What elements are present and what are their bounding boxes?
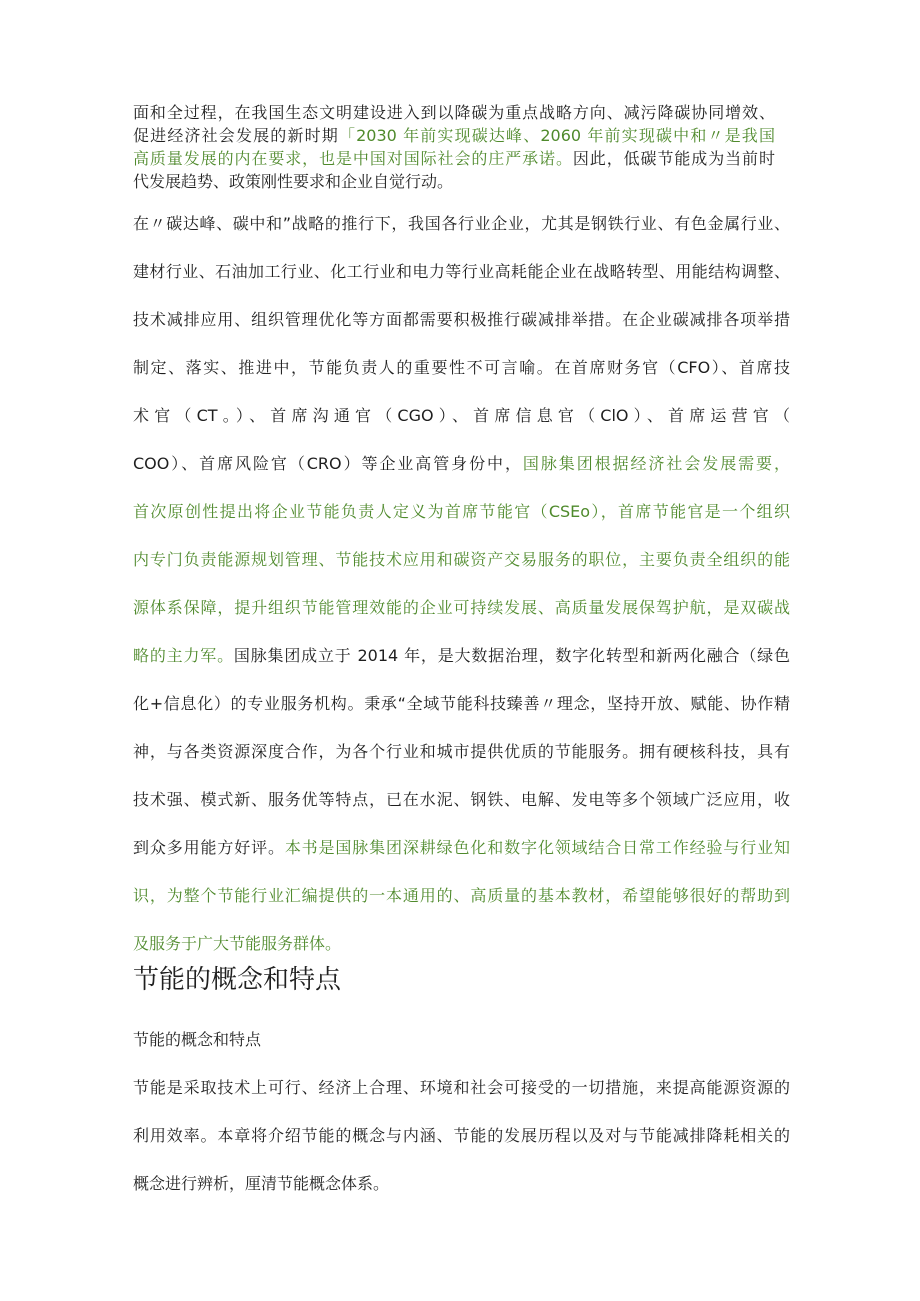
text-line <box>133 1160 790 1208</box>
body-paragraph <box>133 200 790 968</box>
text-line <box>133 1064 790 1112</box>
highlighted-text-segment: 「2030 年前实现碳达峰、2060 年前实现碳中和〃是我国 <box>338 126 775 145</box>
text-segment: 技术强、模式新、服务优等特点，已在水泥、钢铁、电解、发电等多个领域广泛应用，收 <box>133 790 790 809</box>
highlighted-text-segment: 源体系保障，提升组织节能管理效能的企业可持续发展、高质量发展保驾护航，是双碳战 <box>133 598 790 617</box>
text-segment: COO）、首席风险官（CRO）等企业高管身份中， <box>133 454 523 473</box>
text-line <box>133 680 790 728</box>
text-line <box>133 776 790 824</box>
text-line <box>133 170 775 193</box>
highlighted-text-segment: 高质量发展的内在要求，也是中国对国际社会的庄严承诺。 <box>133 149 573 168</box>
text-segment: 概念进行辨析，厘清节能概念体系。 <box>133 1174 390 1193</box>
highlighted-text-segment: 识，为整个节能行业汇编提供的一本通用的、高质量的基本教材，希望能够很好的帮助到 <box>133 886 790 905</box>
text-line <box>133 488 790 536</box>
highlighted-text-segment: 内专门负责能源规划管理、节能技术应用和碳资产交易服务的职位，主要负责全组织的能 <box>133 550 790 569</box>
text-line <box>133 101 775 124</box>
text-line <box>133 296 790 344</box>
text-line <box>133 824 790 872</box>
text-segment: 面和全过程，在我国生态文明建设进入到以降碳为重点战略方向、减污降碳协同增效、 <box>133 103 775 122</box>
text-line <box>133 147 775 170</box>
text-line <box>133 344 790 392</box>
text-segment: 在〃碳达峰、碳中和”战略的推行下，我国各行业企业，尤其是钢铁行业、有色金属行业、 <box>133 214 790 233</box>
intro-paragraph <box>133 101 775 193</box>
text-line <box>133 920 790 968</box>
text-segment: 节能是采取技术上可行、经济上合理、环境和社会可接受的一切措施，来提高能源资源的 <box>133 1078 790 1097</box>
text-line <box>133 536 790 584</box>
text-segment: 神，与各类资源深度合作，为各个行业和城市提供优质的节能服务。拥有硬核科技，具有 <box>133 742 790 761</box>
text-segment: 建材行业、石油加工行业、化工行业和电力等行业高耗能企业在战略转型、用能结构调整、 <box>133 262 790 281</box>
text-segment: 化+信息化）的专业服务机构。秉承“全域节能科技臻善〃理念，坚持开放、赋能、协作精 <box>133 694 790 713</box>
text-segment: 促进经济社会发展的新时期 <box>133 126 339 145</box>
text-line <box>133 200 790 248</box>
text-segment: 国脉集团成立于 2014 年，是大数据治理，数字化转型和新两化融合（绿色 <box>233 646 790 665</box>
text-line <box>133 584 790 632</box>
text-segment: 利用效率。本章将介绍节能的概念与内涵、节能的发展历程以及对与节能减排降耗相关的 <box>133 1126 790 1145</box>
text-line <box>133 392 790 440</box>
text-segment: 到众多用能方好评。 <box>133 838 285 857</box>
text-line <box>133 1112 790 1160</box>
highlighted-text-segment: 首次原创性提出将企业节能负责人定义为首席节能官（CSEo），首席节能官是一个组织 <box>133 502 790 521</box>
text-line <box>133 248 790 296</box>
text-line <box>133 632 790 680</box>
text-segment: 因此，低碳节能成为当前时 <box>572 149 775 168</box>
highlighted-text-segment: 及服务于广大节能服务群体。 <box>133 934 342 953</box>
text-line <box>133 728 790 776</box>
highlighted-text-segment: 略的主力军。 <box>133 646 234 665</box>
highlighted-text-segment: 国脉集团根据经济社会发展需要， <box>522 454 790 473</box>
highlighted-text-segment: 本书是国脉集团深耕绿色化和数字化领域结合日常工作经验与行业知 <box>284 838 790 857</box>
concept-paragraph <box>133 1064 790 1208</box>
text-line <box>133 124 775 147</box>
section-subheading: 节能的概念和特点 <box>133 1030 262 1049</box>
section-heading: 节能的概念和特点 <box>133 965 342 995</box>
text-segment: 技术减排应用、组织管理优化等方面都需要积极推行碳减排举措。在企业碳减排各项举措 <box>133 310 790 329</box>
text-line <box>133 872 790 920</box>
text-line <box>133 440 790 488</box>
text-segment: 制定、落实、推进中，节能负责人的重要性不可言喻。在首席财务官（CFO）、首席技 <box>133 358 790 377</box>
text-segment: 术官（CT。）、首席沟通官（CGO）、首席信息官（ClO）、首席运营官（ <box>133 406 790 425</box>
text-segment: 代发展趋势、政策刚性要求和企业自觉行动。 <box>133 172 454 191</box>
